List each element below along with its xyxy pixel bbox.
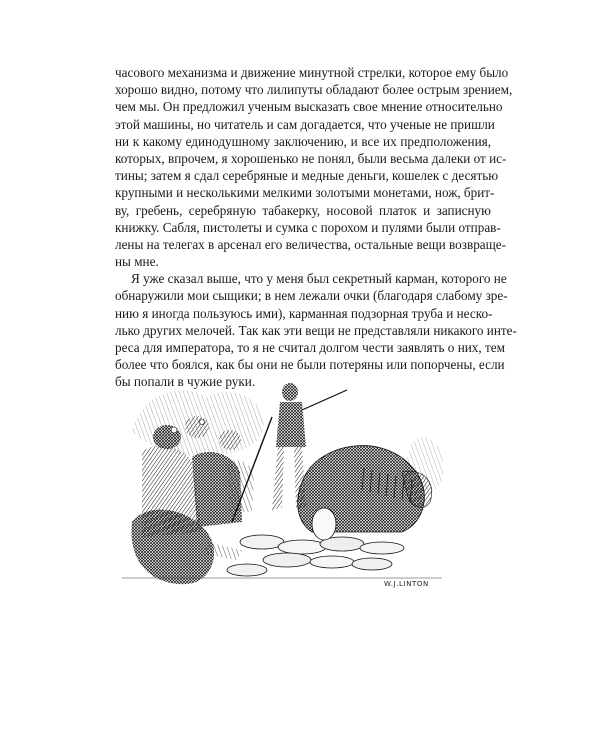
text-line: ву, гребень, серебряную табакерку, носовой платок и записную <box>115 202 491 218</box>
text-line: ни к какому единодушному заключению, и все их предположения, <box>115 133 491 149</box>
text-line: реса для императора, то я не считал долгом чести заявлять о них, тем <box>115 340 505 355</box>
text-line: чем мы. Он предложил ученым высказать свое мнение относительно <box>115 99 503 115</box>
text-line: бы попали в чужие руки. <box>115 374 256 390</box>
artist-signature: W.J.LINTON <box>384 580 429 588</box>
text-line: обнаружили мои сыщики; в нем лежали очки (благодаря слабому зре- <box>115 288 508 304</box>
text-line: книжку. Сабля, пистолеты и сумка с порохом и пулями были отправ- <box>115 219 501 235</box>
text-line: этой машины, но читатель и сам догадается, что ученые не пришли <box>115 116 495 132</box>
text-line: нию я иногда пользуюсь ими), карманная подзорная труба и неско- <box>115 305 493 321</box>
text-line: тины; затем я сдал серебряные и медные деньги, кошелек с десятью <box>115 168 499 184</box>
body-text <box>115 64 517 391</box>
text-line: Я уже сказал выше, что у меня был секретный карман, которого не <box>131 271 507 287</box>
paragraph-1 <box>115 64 513 270</box>
text-line: часового механизма и движение минутной стрелки, которое ему было <box>115 65 509 80</box>
text-line: лько других мелочей. Так как эти вещи не представляли никакого инте- <box>115 322 517 338</box>
engraving-illustration <box>112 372 450 590</box>
text-line: которых, впрочем, я хорошенько не понял, были весьма далеки от ис- <box>115 150 507 166</box>
text-line: ны мне. <box>115 254 159 270</box>
text-line: лены на телегах в арсенал его величества, остальные вещи возвраще- <box>115 236 507 252</box>
text-line: более что боялся, как бы они не были потеряны или попорчены, если <box>115 357 505 373</box>
engraving-drawing <box>112 372 450 590</box>
text-line: крупными и несколькими мелкими золотыми монетами, нож, брит- <box>115 185 495 201</box>
text-line: хорошо видно, потому что лилипуты обладают более острым зрением, <box>115 82 513 98</box>
